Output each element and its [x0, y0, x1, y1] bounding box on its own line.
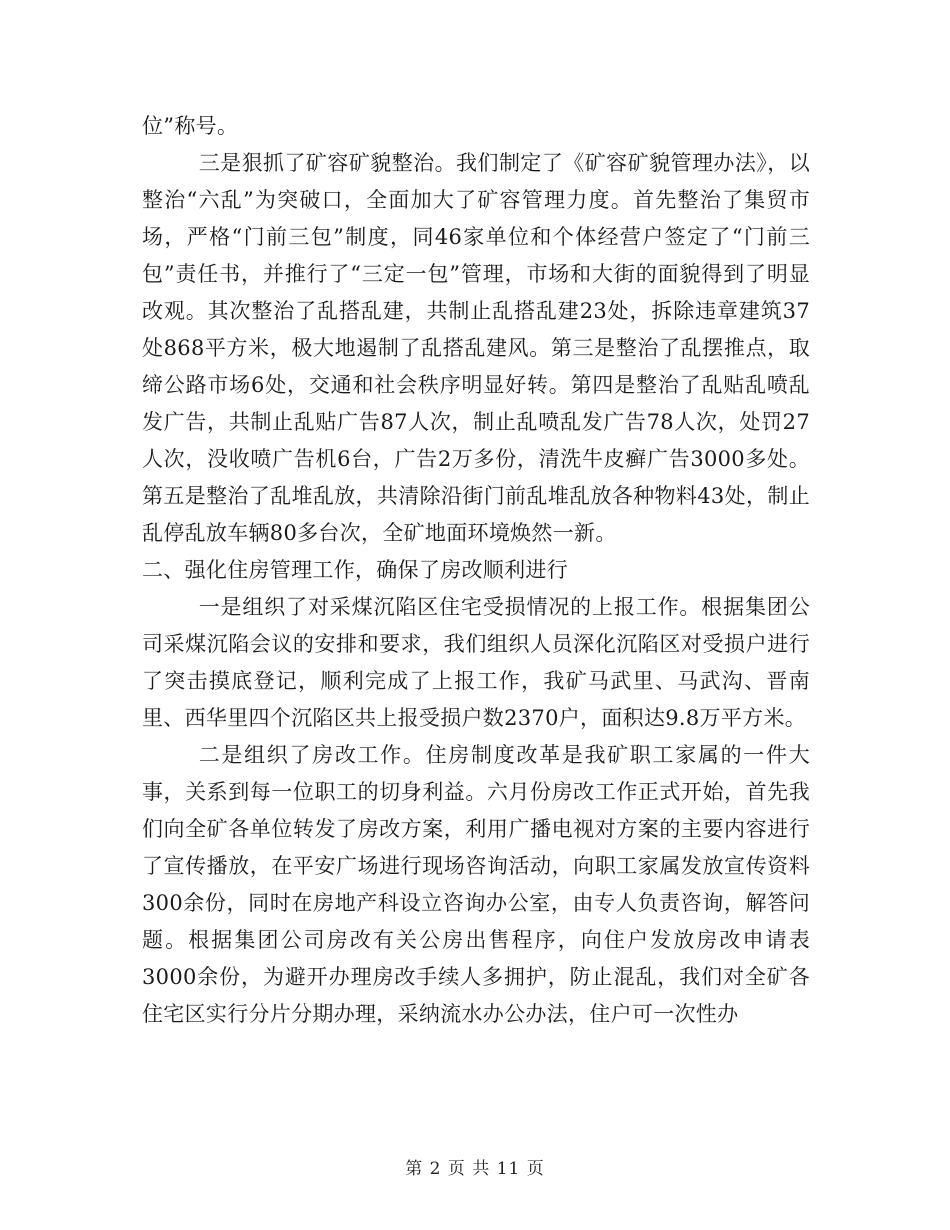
paragraph-item-two: 二是组织了房改工作。住房制度改革是我矿职工家属的一件大事，关系到每一位职工的切身利益。六月份房改工作正式开始，首先我们向全矿各单位转发了房改方案，利用广播电视对方案的主要内容进行了宣传播放，在平安广场进行现场咨询活动，向职工家属发放宣传资料300余份，同时在房地产科设立咨询办公室，由专人负责咨询，解答问题。根据集团公司房改有关公房出售程序，向住户发放房改申请表3000余份，为避开办理房改手续人多拥护，防止混乱，我们对全矿各住宅区实行分片分期办理，采纳流水办公办法，住户可一次性办 — [142, 743, 810, 1026]
paragraph-continuation: 位”称号。 — [142, 114, 239, 138]
paragraph-item-one: 一是组织了对采煤沉陷区住宅受损情况的上报工作。根据集团公司采煤沉陷会议的安排和要求，我们组织人员深化沉陷区对受损户进行了突击摸底登记，顺利完成了上报工作，我矿马武里、马武沟、晋南里、西华里四个沉陷区共上报受损户数2370户，面积达9.8万平方米。 — [142, 595, 810, 730]
page-number-footer: 第 2 页 共 11 页 — [405, 1159, 545, 1179]
document-body — [142, 108, 810, 1033]
section-heading-two: 二、强化住房管理工作，确保了房改顺利进行 — [142, 558, 568, 582]
paragraph-item-three: 三是狠抓了矿容矿貌整治。我们制定了《矿容矿貌管理办法》，以整治“六乱”为突破口，全面加大了矿容管理力度。首先整治了集贸市场，严格“门前三包”制度，同46家单位和个体经营户签定了“门前三包”责任书，并推行了“三定一包”管理，市场和大街的面貌得到了明显改观。其次整治了乱搭乱建，共制止乱搭乱建23处，拆除违章建筑37处868平方米，极大地遏制了乱搭乱建风。第三是整治了乱摆推点，取缔公路市场6处，交通和社会秩序明显好转。第四是整治了乱贴乱喷乱发广告，共制止乱贴广告87人次，制止乱喷乱发广告78人次，处罚27人次，没收喷广告机6台，广告2万多份，清洗牛皮癣广告3000多处。第五是整治了乱堆乱放，共清除沿街门前乱堆乱放各种物料43处，制止乱停乱放车辆80多台次，全矿地面环境焕然一新。 — [142, 151, 810, 545]
